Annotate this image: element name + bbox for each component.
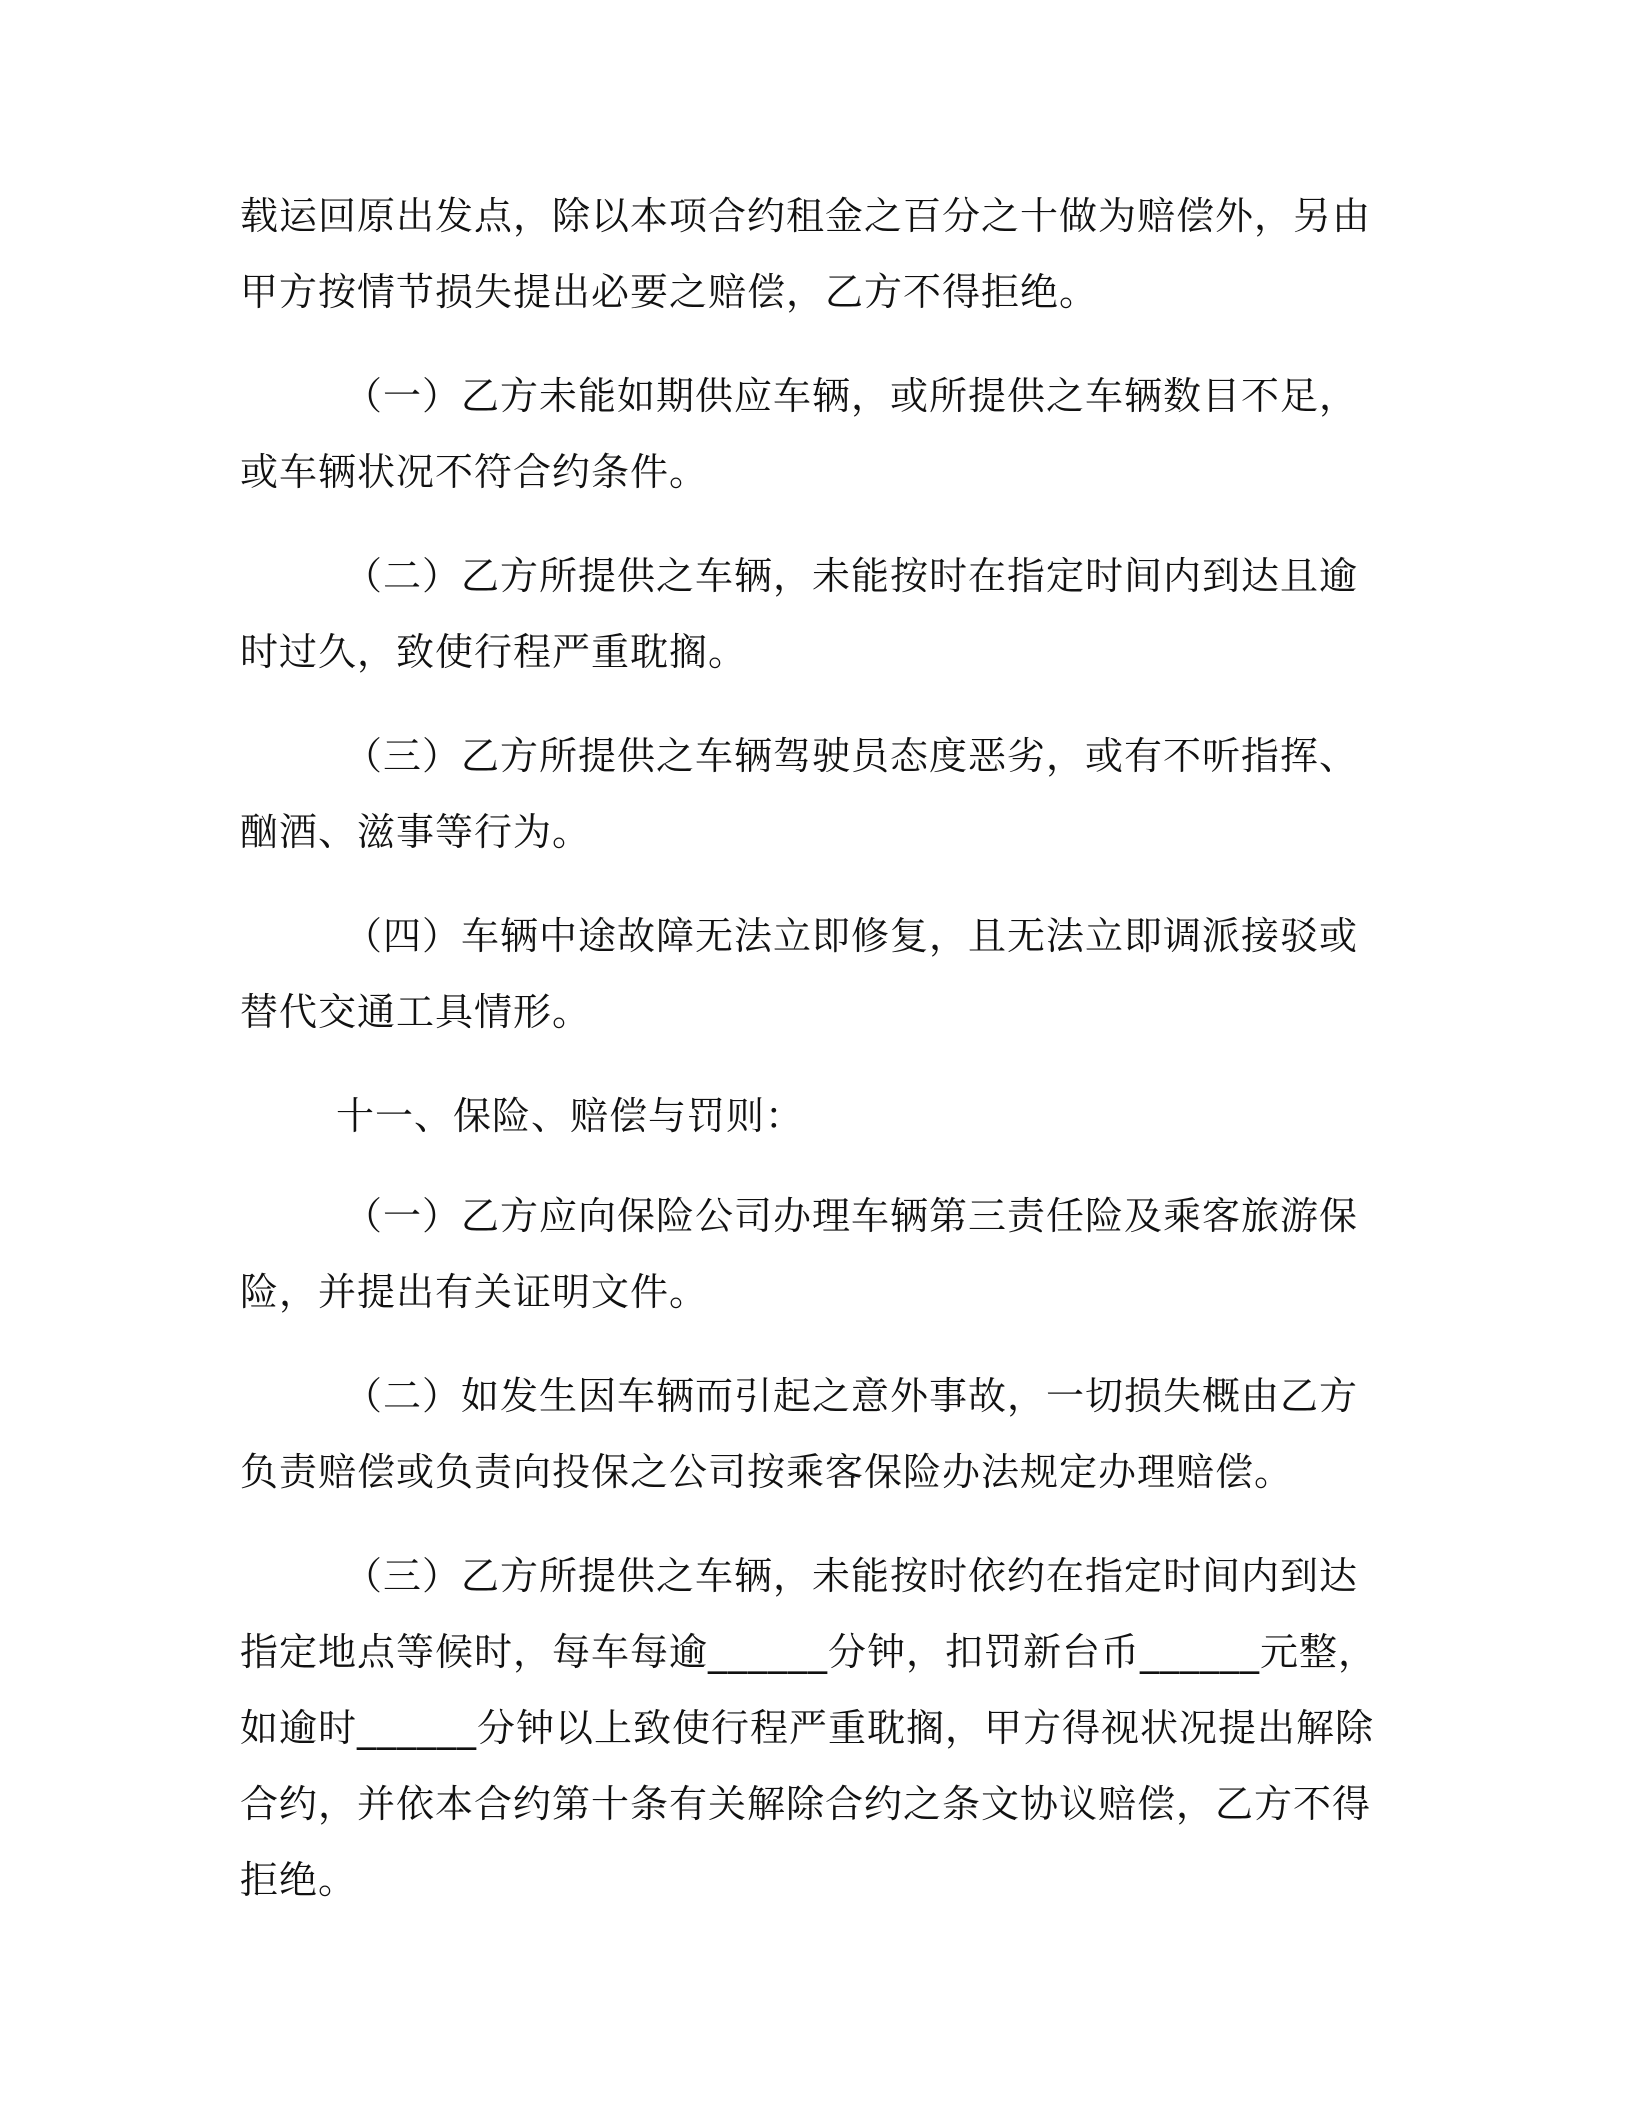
clause-10-item-1: （一）乙方未能如期供应车辆，或所提供之车辆数目不足，或车辆状况不符合约条件。 <box>240 374 1359 494</box>
clause-10-item-4: （四）车辆中途故障无法立即修复，且无法立即调派接驳或替代交通工具情形。 <box>240 914 1359 1034</box>
paragraph-continuation: 载运回原出发点，除以本项合约租金之百分之十做为赔偿外，另由甲方按情节损失提出必要之赔偿，乙方不得拒绝。 <box>240 194 1372 314</box>
section-11-heading: 十一、保险、赔偿与罚则： <box>336 1094 805 1138</box>
clause-11-item-3: （三）乙方所提供之车辆，未能按时依约在指定时间内到达指定地点等候时，每车每逾______分钟，扣罚新台币______元整，如逾时______分钟以上致使行程严重耽搁，甲方得视状况提出解除合约，并依本合约第十条有关解除合约之条文协议赔偿，乙方不得拒绝。 <box>240 1554 1378 1902</box>
clause-11-item-2: （二）如发生因车辆而引起之意外事故，一切损失概由乙方负责赔偿或负责向投保之公司按乘客保险办法规定办理赔偿。 <box>240 1374 1359 1494</box>
clause-11-item-1: （一）乙方应向保险公司办理车辆第三责任险及乘客旅游保险，并提出有关证明文件。 <box>240 1194 1359 1314</box>
clause-10-item-3: （三）乙方所提供之车辆驾驶员态度恶劣，或有不听指挥、酗酒、滋事等行为。 <box>240 734 1359 854</box>
clause-10-item-2: （二）乙方所提供之车辆，未能按时在指定时间内到达且逾时过久，致使行程严重耽搁。 <box>240 554 1359 674</box>
